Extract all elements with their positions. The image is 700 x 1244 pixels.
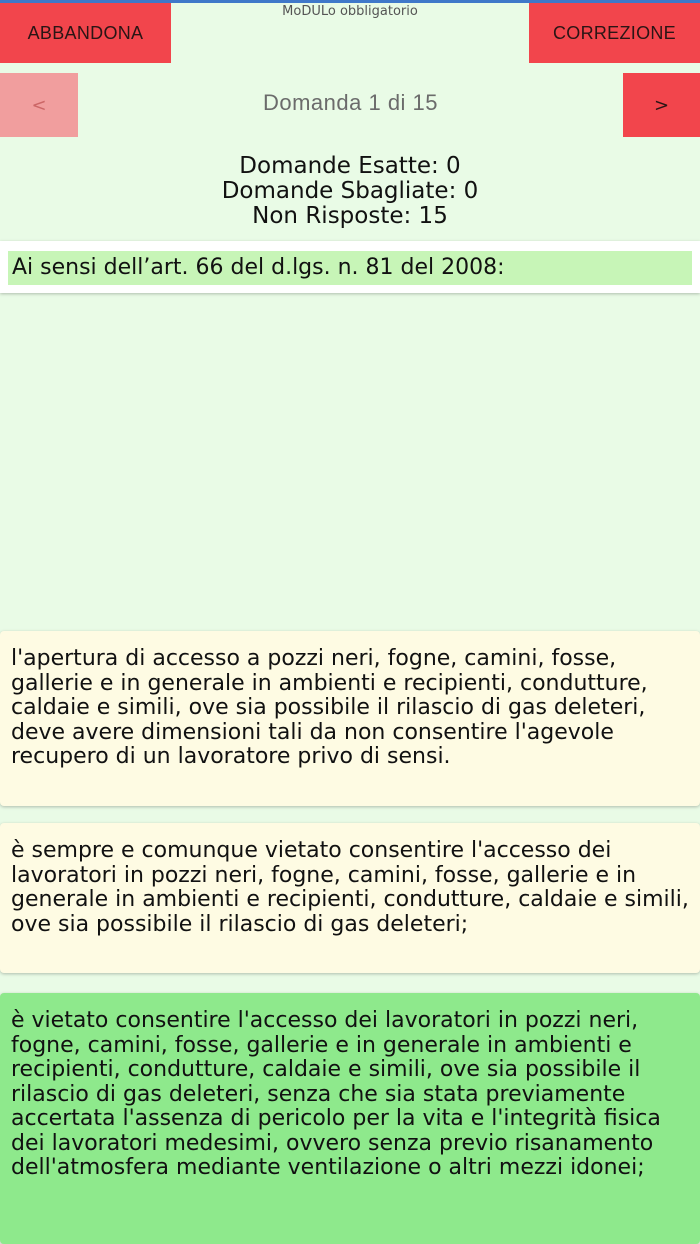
question-card (0, 241, 700, 293)
question-counter: Domanda 1 di 15 (262, 90, 439, 115)
unanswered-count: Non Risposte: 15 (252, 203, 448, 229)
abandon-button[interactable]: ABBANDONA (0, 3, 171, 63)
previous-question-button[interactable]: < (0, 73, 78, 137)
score-summary (0, 154, 700, 229)
answer-option-1[interactable]: l'apertura di accesso a pozzi neri, fogne, camini, fosse, gallerie e in generale in ambienti e recipienti, condutture, caldaie e simili, ove sia possibile il rilascio di gas deleteri, deve avere dimensioni tali da non consentire l'agevole recupero di un lavoratore privo di sensi. (0, 631, 700, 806)
module-title: MoDULo obbligatorio (282, 4, 418, 19)
next-question-button[interactable]: > (623, 73, 700, 137)
correction-button[interactable]: CORREZIONE (529, 3, 700, 63)
answer-option-2[interactable]: è sempre e comunque vietato consentire l'accesso dei lavoratori in pozzi neri, fogne, camini, fosse, gallerie e in generale in ambienti e recipienti, condutture, caldaie e simili, ove sia possibile il rilascio di gas deleteri; (0, 823, 700, 973)
question-text: Ai sensi dell’art. 66 del d.lgs. n. 81 del 2008: (8, 251, 692, 285)
correct-count: Domande Esatte: 0 (239, 153, 461, 179)
answer-option-3[interactable]: è vietato consentire l'accesso dei lavoratori in pozzi neri, fogne, camini, fosse, gallerie e in generale in ambienti e recipienti, condutture, caldaie e simili, ove sia possibile il rilascio di gas deleteri, senza che sia stata previamente accertata l'assenza di pericolo per la vita e l'integrità fisica dei lavoratori medesimi, ovvero senza previo risanamento dell'atmosfera mediante ventilazione o altri mezzi idonei; (0, 993, 700, 1244)
wrong-count: Domande Sbagliate: 0 (221, 178, 479, 204)
